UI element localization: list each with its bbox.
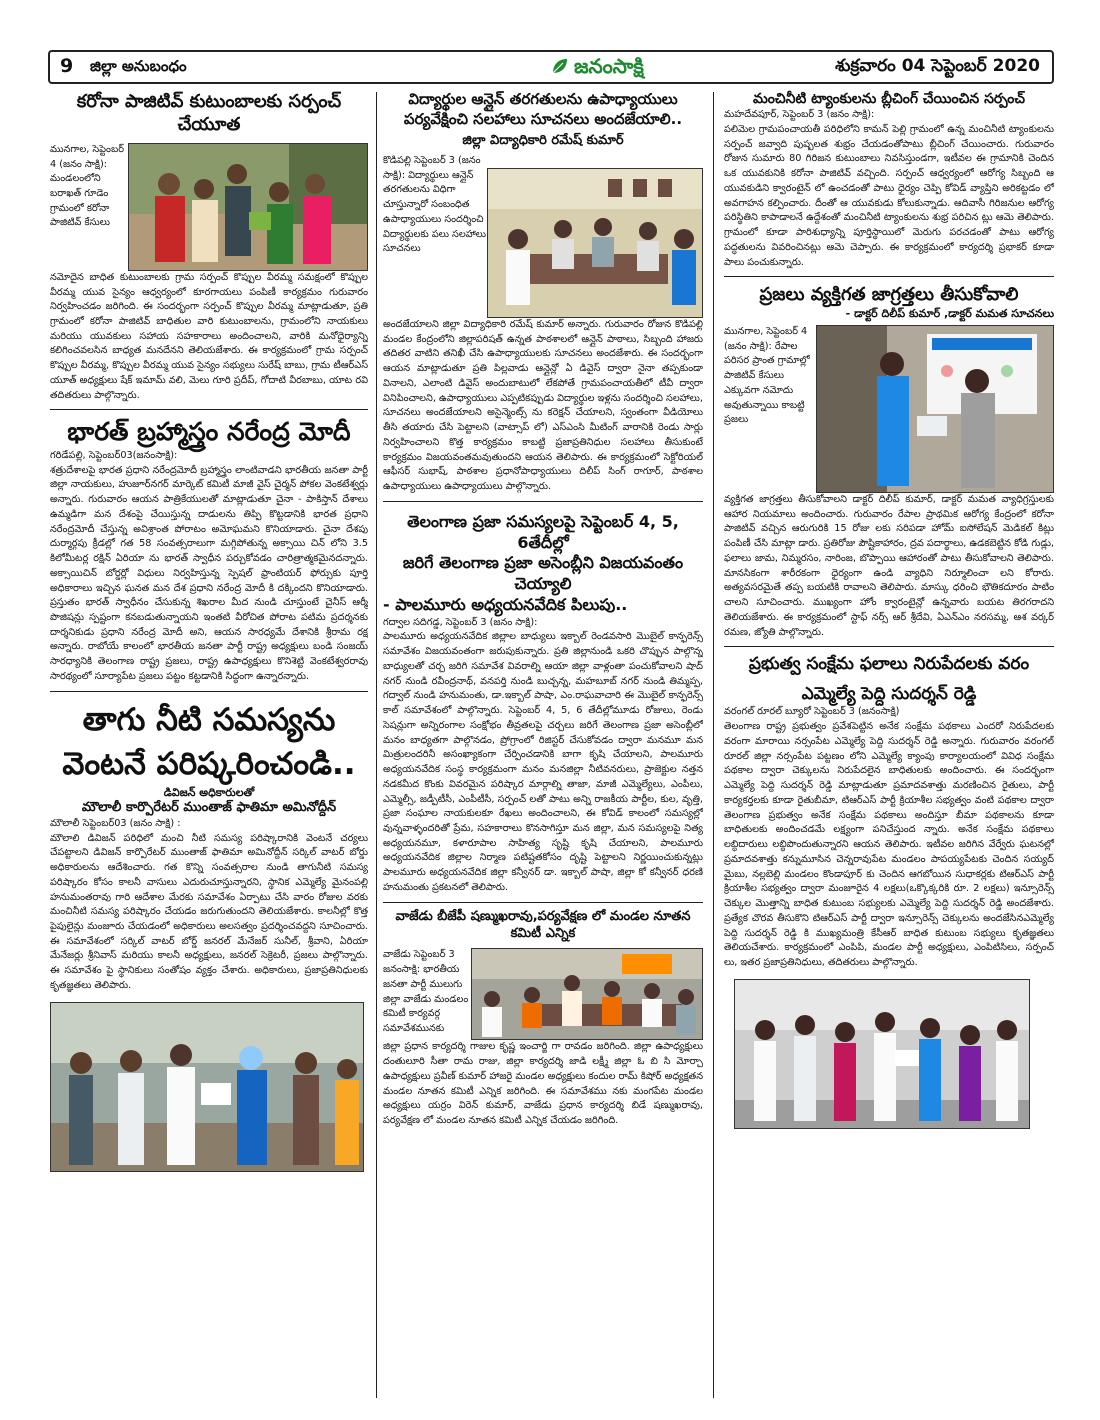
column-3 xyxy=(724,88,1054,1403)
dateline: గద్వాల సదిగడ్డ, సెప్టెంబర్ 3 (జనం సాక్షి): xyxy=(383,616,538,628)
photo-mla-cheque-distribution xyxy=(734,979,1030,1129)
dateline: గరిడేపల్లి, సెప్టెంబర్03(జనంసాక్షి): xyxy=(50,449,178,461)
section-title: జిల్లా అనుబంధం xyxy=(90,57,187,75)
article-personal-precautions xyxy=(724,283,1054,640)
dateline: మునగాల, సెప్టెంబర్ 4 (జనం సాక్షి): మండలంలోని బరాఖత్ గూడెం గ్రామంలో కరోనా పాజిటివ్ కేసులు xyxy=(50,143,124,229)
article-body: వ్యక్తిగత జాగ్రత్తలు తీసుకోవాలని డాక్టర్ దిలీప్ కుమార్, డాక్టర్ మమత వ్యాధిగ్రస్తులకు ఆహార నియమాలు అందించారు. గురువారం రేపాల ప్రాథమిక ఆరోగ్య కేంద్రంలో కరోనా పాజిటివ్ వచ్చిన ఆరుగురికి 15 రోజు లకు సరిపడా హోమ్ ఐసోలేషన్ మెడికల్ కిట్లు పంపిణీ చేసి మాట్లా డారు. ప్రతిరోజు పౌష్టికాహారం, ద్రవ పదార్థాలు, ఉడకబెట్టిన కోడి గుడ్లు, ఫలాలు జామ, నిమ్మరసం, నారింజ, బొప్పాయి ఆహారంతో పాటు తీసుకోవాలని తెలిపారు. మానసికంగా శారీరకంగా ధైర్యంగా ఉండి వ్యాధిని నిర్మూలించా లని కోరారు. అత్యవసరమైతే తప్ప బయటికి రావాలని తెలిపారు. మాస్కు ధరించి భౌతికదూరం పాటిం చాలని సూచించారు. ముఖ్యంగా హోం క్వారంటైన్లో ఉన్నవారు బయట తిరగరాదని తెలియజేశారు. ఈ కార్యక్రమంలో స్టాఫ్ నర్స్ ఆర్ శ్రీదేవి, ఏఎన్ఎం నరసమ్మ, ఆశ వర్కర్ రమణ, జ్యోతి పాల్గొన్నారు. xyxy=(724,493,1054,638)
article-body: తెలంగాణ రాష్ట్ర ప్రభుత్వం ప్రవేశపెట్టిన అనేక సంక్షేమ పథకాలు ఎందరో నిరుపేదలకు వరంగా మారాయి నర్సంపేట ఎమ్మెల్యే పెద్ది సుదర్శన్ రెడ్డి అన్నారు. గురువారం వరంగల్ రూరల్ జిల్లా నర్సంపేట పట్టణం లోని ఎమ్మెల్యే క్యాంపు కార్యాలయంలో వివిధ సంక్షేమ పథకాల ద్వారా చెక్కులను నిరుపేదలైన బాధితులకు అందించారు. ఈ సందర్భంగా ఎమ్మెల్యే పెద్ది సుదర్శన్ రెడ్డి మాట్లాడుతూ ప్రమాదవశాత్తు మరణించిన రైతులు, పార్టీ కార్యకర్తలకు కూడా రైతుబీమా, టిఆర్ఎస్ పార్టీ క్రియాశీల సభ్యత్వం వంటి పథకాల ద్వారా తెలంగాణ ప్రభుత్వం అనేక సంక్షేమ పథకాలు అందిస్తూ బీమా పథకాలను కూడా బాధితులకు అందించడమే లక్ష్యంగా పనిచేస్తుంద న్నారు. అనేక సంక్షేమ పథకాలు లబ్ధిదారులు లబ్ధిపొందుతున్నారని ఆయన తెలిపారు. ఇటీవల జరిగిన వేర్వేరు ఘటనల్లో ప్రమాదవశాత్తు కన్నుమూసిన చెన్నరావుపేట మండలం పాపయ్యపేటకు చెందిన సయ్యద్ మైబు, నల్లబెల్లి మండలం కొండాపూర్ కు చెందిన ఆగబోయిన సుధాకర్లకు టిఆర్ఎస్ పార్టీ క్రియాశీల సభ్యత్వం ద్వారా మంజూరైన 4 లక్షలు(ఒక్కొక్కరికి రూ. 2 లక్షలు) ఇన్సూరెన్స్ చెక్కుల మొత్తాన్ని బాధిత కుటుంబ సభ్యులకు ఎమ్మెల్యే పెద్ది సుదర్శన్ రెడ్డి అందజేశారు. ప్రత్యేక చొరవ తీసుకొని టిఆర్ఎస్ పార్టీ ద్వారా ఇన్సూరెన్స్ చెక్కులను అందజేసినఎమ్మెల్యే పెద్ది సుదర్శన్ రెడ్డి కి ముఖ్యమంత్రి కేసీఆర్ బాధిత కుటుంబ సభ్యులు కృతజ్ఞతలు తెలియచేశారు. కార్యక్రమంలో ఎంపిపి, మండల పార్టీ అధ్యక్షులు, ఎంపిటిసిలు, సర్పంచ్ లు, ఇతర ప్రజాప్రతినిధులు, తదితరులు పాల్గొన్నారు. xyxy=(724,721,1054,968)
photo-bjp-meeting xyxy=(471,948,703,1040)
headline-line-2: వెంటనే పరిష్కరించండి.. xyxy=(62,745,356,782)
dateline: వరంగల్ రూరల్ బ్యూరో సెప్టెంబర్ 3 (జనంసాక్షి) xyxy=(724,706,900,718)
subheadline: జిల్లా విద్యాధికారి రమేష్ కుమార్ xyxy=(462,133,624,148)
article-body: పాలమూరు అధ్యయనవేదిక జిల్లాల బాధ్యులు ఇక్బాల్ రెండవసారి మొబైల్ కాన్ఫరెన్స్ సమావేశం విజయవంతంగా జరుపుకున్నారు. ప్రతి జిల్లానుండి ఒకరి చొప్పున పాల్గొన్న బాధ్యులతో చర్చ జరిగి సమావేశ వివరాల్ని ఆయా జిల్లా వాళ్లంతా పంచుకోవాలని షాద్ నగర్ నుండి రవీంద్రనాథ్, వనపర్తి నుండి బుచ్చన్న, మహబూబ్ నగర్ నుండి తిమ్మప్ప, గద్వాల్ నుండి హనుమంతు, డా.ఇక్బాల్ పాషా, ఎం.రాఘవాచారి ఈ మొబైల్ కాన్ఫరెన్స్ కాల్ సమావేశంలో పాల్గొన్నారు. సెప్టెంబర్ 4, 5, 6 తేదీల్లోమూడు రోజులు, రెండు సెషన్లుగా అన్నిరంగాల సంక్షోభం తీవ్రతలపై చర్చలు జరిగే తెలంగాణ ప్రజా అసెంబ్లీలో మనం బాధ్యతగా పాల్గొనడం, ప్రోగ్రాంలో రిజిస్టర్ చేసుకోవడం ద్వారా మనమూ మన మిత్రులందరినీ అసంఖ్యాకంగా చేర్పించడానికి బాగా కృషి చేయాలని, పాలమూరు అధ్యయనవేదిక సంస్థ కార్యక్రమంగా మనం మనజిల్లా నీటివనరులు, ప్రాజెక్టుల నత్తన నడకమీద కొంకు వివరమైన పరిష్కార మార్గాల్ని తాజా, మాజీ ఎమ్మెల్యేలు, ఎంపీలు, ఎమ్మెల్సీ, జడ్పీటీసీ, ఎంపీటీసీ, సర్పంచ్ లతో పాటు అన్ని రాజకీయ పార్టీల, కుల, వృత్తి, ప్రజా సంఘాల నాయకులకూ రేఖలు అందించాలని, ఈ కోవిడ్ కాలంలో సమస్యల్లో వున్నవాళ్ళందరితో ప్రేమ, సహకారాలు కొనసాగిస్తూ మన జిల్లా, మన సమస్యలపై నిత్య అధ్యయనమూ, కళారూపాల సాహిత్య సృష్టి కృషి చేయాలని, పాలమూరు అధ్యయనవేదిక జిల్లాల నిర్మాణ పటిష్టతకోసం దృష్టి పెట్టాలని నిర్ణయించుకున్నట్లు పాలమూరు అధ్యయనవేదిక జిల్లా కన్వీనర్ డా. ఇక్బాల్ పాషా, జిల్లా కో కన్వీనర్ ధరణి హనుమంతు ప్రకటనలో తెలిపారు. xyxy=(383,631,703,893)
headline-line-2: జరిగే తెలంగాణ ప్రజా అసెంబ్లీని విజయవంతం చెయ్యాలి xyxy=(402,553,684,594)
dateline: మౌలాలీ సెప్టెంబర్03 (జనం సాక్షి) : xyxy=(50,817,181,829)
column-divider xyxy=(376,92,377,1398)
column-2 xyxy=(383,88,703,1403)
article-drinking-water xyxy=(50,698,368,1172)
subheadline: ఎమ్మెల్యే పెద్ది సుదర్శన్ రెడ్డి xyxy=(801,684,977,705)
photo-vegetable-distribution xyxy=(128,143,368,271)
masthead-logo[interactable] xyxy=(550,54,644,83)
divider xyxy=(50,691,368,692)
dateline: మునగాల, సెప్టెంబర్ 4 (జనం సాక్షి): రేపాల పరిసర ప్రాంత గ్రామాల్లో పాజిటివ్ కేసులు ఎక్కువగా నమోదు అవుతున్నాయి కాబట్టి ప్రజలు xyxy=(724,325,810,426)
article-sarpanch-support xyxy=(50,90,368,403)
article-online-classes xyxy=(383,90,703,495)
issue-date: శుక్రవారం 04 సెప్టెంబర్ 2020 xyxy=(835,56,1040,76)
dateline: మహదేవపూర్, సెప్టెంబర్ 3 (జనం సాక్షి): xyxy=(724,109,875,121)
article-welfare-schemes xyxy=(724,653,1054,1128)
article-body: జిల్లా ప్రధాన కార్యదర్శి గాజుల కృష్ణ ఇంచార్జి గా రావడం జరిగింది. జిల్లా ఉపాధ్యక్షులు దంతులూరి సీతా రామ రాజు, జిల్లా కార్యదర్శి జాడి లక్ష్మీ జిల్లా ఓ బి సి మోర్చా ఉపాధ్యక్షులు ప్రవీణ్ కుమార్ హాజరై మండల అధ్యక్షులు కందుల రామ్ కిషోర్ అధ్యక్షతన మండల నూతన కమిటీ ఎన్నిక జరిగింది. ఈ సమావేశము నకు మంగపేట మండల అధ్యక్షులు యర్రం విరెన్ కుమార్, వాజేడు ప్రధాన కార్యదర్శి బిడే షణ్ముఖరావు, పర్యవేక్షణ లో మండల నూతన కమిటీ ఎన్నిక చేయడం జరిగింది. xyxy=(383,1041,703,1127)
article-vajedu-committee xyxy=(383,909,703,1129)
article-bharat-brahmastram xyxy=(50,416,368,684)
column-1 xyxy=(50,88,368,1403)
article-body: మౌలాలి డివిజన్ పరిధిలో మంచి నీటి సమస్య పరిష్కారానికి వెంటనే చర్యలు చేపట్టాలని డివిజన్ కార్పొరేటర్ ముంతాజ్ ఫాతిమా అమినోద్దీన్ సర్కిల్ వాటర్ బోర్డు అధికారులను ఆదేశించారు. గత కొన్ని సంవత్సరాల నుండి తాగునీటి సమస్య పరిష్కారం కోసం కాలనీ వాసులు ఎదురుచూస్తున్నారని, స్థానిక ఎమ్మెల్యే మైనంపల్లి హనుమంతరావు గారి ఆదేశాల మేరకు సమావేశం ఏర్పాటు చేసి వారం రోజుల వరకు మంచినీటి సమస్య పరిష్కారం చేయడం జరుగుతుందని తెలియజేశారు. కాలనీల్లో కొత్త పైపులైన్లు మంజూరు చేయడంలో అధికారులు అలసత్వం ప్రదర్శించవద్దని సూచించారు. ఈ సమావేశంలో సర్కిల్ వాటర్ బోర్డ్ జనరల్ మేనేజర్ సునీల్, శ్రీవాని, ఏరియా మేనేజర్లు శ్రీనివాస్ మరియు కాలనీ అధ్యక్షులు, జనరల్ సెక్రెటరీ, ప్రజలు పాల్గొన్నారు. ఈ సమావేశం పై స్థానికులు సంతోషం వ్యక్తం చేశారు. అధికారులు, ప్రజాప్రతినిధులకు కృతజ్ఞతలు తెలిపారు. xyxy=(50,832,368,991)
dateline: కొడిపల్లి సెప్టెంబర్ 3 (జనం సాక్షి): విద్యార్థులు ఆన్లైన్ తరగతులను విధిగా చూస్తున్నారో సంబంధిత ఉపాధ్యాయులు సందర్శించి విద్యార్థులకు పలు సలహాలు సూచనలు xyxy=(383,154,486,255)
headline: భారత్ బ్రహ్మాస్త్రం నరేంద్ర మోదీ xyxy=(67,417,351,447)
article-body: నమోదైన బాధిత కుటుంబాలకు గ్రామ సర్పంచ్ కొప్పుల వీరమ్మ సమక్షంలో కొప్పుల వీరమ్మ యువ సైన్యం ఆధ్వర్యంలో కూరగాయలు పంపిణీ కార్యక్రమం గురువారం నిర్వహించడం జరిగింది. ఈ సందర్భంగా సర్పంచ్ కొప్పుల వీరమ్మ మాట్లాడుతూ, ప్రతి గ్రామంలో కరోనా పాజిటివ్ బాధితుల వారి కుటుంబాలను, గ్రామంలోని నాయకులు మరియు యువకులు సహాయ సహకారాలు అందించాలని, వారికి మనోధైర్యాన్ని కలిగించవలసిన బాధ్యత మనదేనని తెలియజేశారు. ఈ కార్యక్రమంలో గ్రామ సర్పంచ్ కొప్పుల వీరమ్మ, కొప్పుల వీరమ్మ యువ సైన్యం సభ్యులు సురేష్ బాబు, గ్రామ టీఆర్ఎస్ యూత్ అధ్యక్షులు షేక్ ఇమామ్ వలి, మెలు గూరి ప్రదీప్, గోదాటి వీరబాబు, యాట రవి తదితరులు పాల్గొన్నారు. xyxy=(50,271,368,401)
masthead-logo-text: జనంసాక్షి xyxy=(574,54,644,78)
headline: ప్రభుత్వ సంక్షేమ ఫలాలు నిరుపేదలకు వరం xyxy=(748,654,1030,675)
divider xyxy=(383,902,703,903)
article-body: పలిమెల గ్రామపంచాయతీ పరిధిలోని కామన్ పెల్లి గ్రామంలో ఉన్న మంచినీటి ట్యాంకులను సర్పంచ్ జవ్వాది పుష్పలత శుభ్రం చేయడంతోపాటు బ్లీచింగ్ చేయించారు. గురువారం రోజున సుమారు 80 గిరిజన కుటుంబాలు నివసిస్తుండగా, ఇటీవల ఈ గ్రామానికి చెందిన ఒక యువకునికి కరోనా పాజిటివ్ వచ్చింది. సర్పంచ్ ఆధ్వర్యంలో ఆరోగ్య సిబ్బంది ఆ యువకుడిని క్వారంటైన్ లో ఉంచడంతో పాటు ధైర్యం చెప్పి కోవిడ్ వ్యాప్తిని అరికట్టడం లో అవగాహన కల్పించారు. దీంతో ఆ యువకుడు కోలుకున్నాడు. ఆదివాసీ గిరిజనుల ఆరోగ్య పరిస్థితిని కాపాడాలనే ఉద్దేశంతో మంచినీటి ట్యాంకులను శుభ్ర పరిచిన ట్లు ఆమె తెలిపారు. గ్రామంలో కూడా పారిశుధ్యాన్ని పూర్తిస్థాయిలో మెరుగు పరచడంతో పాటు ఆరోగ్య పద్ధతులను వివరించినట్లు ఆమె చెప్పారు. ఈ కార్యక్రమంలో కార్యదర్శి ప్రభాకర్ కూడా పాలు పంచుకున్నారు. xyxy=(724,123,1054,268)
photo-medical-kit-distribution xyxy=(816,325,1054,493)
headline: మంచినీటి ట్యాంకులను బ్లీచింగ్ చేయించిన సర్పంచ్ xyxy=(752,91,1026,107)
subheadline: - పాలమూరు అధ్యయనవేదిక పిలుపు.. xyxy=(383,594,628,614)
column-divider xyxy=(713,92,714,1398)
headline-line-1: విద్యార్థుల ఆన్లైన్ తరగతులను ఉపాధ్యాయులు xyxy=(408,90,678,108)
photo-school-inspection xyxy=(487,168,703,318)
photo-corporator-meeting xyxy=(50,1002,364,1172)
article-body: అందజేయాలని జిల్లా విద్యాధికారి రమేష్ కుమార్ అన్నారు. గురువారం రోజున కొడిపల్లి మండల కేంద్రంలోని జిల్లాపరిషత్ ఉన్నత పాఠశాలలో ఆన్లైన్ పాఠాలు, సిబ్బంది హాజరు తదితర వాటిని తనిఖీ చేసి ఉపాధ్యాయులకు సూచనలు అందజేశారు. ఈ సందర్భంగా ఆయన మాట్లాడుతూ ప్రతి పిల్లవాడు ఆన్లైన్లో ఏ డివైస్ ద్వారా నైనా తప్పకుండా వినాలని, ఎలాంటి డివైస్ అందుబాటులో లేకపోతే గ్రామపంచాయతీలో టీవీ ద్వారా వినిపించాలని, ఉపాధ్యాయులు ఎప్పటికప్పుడు విద్యార్థుల ఇళ్లను సందర్శించి సలహాలు, సూచనలు అందజేయాలని అసైన్మెంట్స్ ను కరెక్షన్ చేయాలని, స్వంతంగా వీడియోలు తీసి తయారు చేసి పెట్టాలని (వాట్సాప్ లో) ఎస్ఎంసి మీటింగ్ వారానికి రెండు సార్లు నిర్వహించాలని కొత్త కార్యక్రమం కాబట్టి ప్రజాప్రతినిధుల సలహాలు తీసుకుంటే కార్యక్రమం విజయవంతమవుతుందని ఆయన తెలిపారు. ఈ కార్యక్రమంలో సెక్టోరియల్ ఆఫీసర్ సుభాష్, పాఠశాల ప్రధానోపాధ్యాయులు దిలీప్ సింగ్ రాగూర్, పాఠశాల ఉపాధ్యాయులు ఉపాధ్యాయులు పాల్గొన్నారు. xyxy=(383,318,703,492)
headline-line-2: పర్యవేక్షించి సలహాలు సూచనలు అందజేయాలి.. xyxy=(403,109,683,128)
green-leaf-icon xyxy=(550,56,570,76)
page-header xyxy=(48,50,1054,84)
subheadline: - డాక్టర్ దిలీప్ కుమార్ ,డాక్టర్ మమత సూచనలు xyxy=(845,306,1054,320)
divider xyxy=(383,501,703,502)
headline: ప్రజలు వ్యక్తిగత జాగ్రత్తలు తీసుకోవాలి xyxy=(759,284,1019,306)
dateline: వాజేడు సెప్టెంబర్ 3 జనంసాక్షి: భారతీయ జనతా పార్టీ ములుగు జిల్లా వాజేడు మండలం కమిటీ కార్యవర్గ సమావేశమునకు xyxy=(383,949,469,1035)
headline: వాజేడు బీజేపీ షణ్ముఖరావు,పర్యవేక్షణ లో మండల నూతన కమిటీ ఎన్నిక xyxy=(395,908,691,941)
headline-line-1: తెలంగాణ ప్రజా సమస్యలపై సెప్టెంబర్ 4, 5, 6తేదీల్లో xyxy=(407,511,679,552)
page-number: 9 xyxy=(60,55,74,77)
divider xyxy=(50,409,368,410)
subheadline: మౌలాలీ కార్పొరేటర్ ముంతాజ్ ఫాతిమా అమినోద్దీన్ xyxy=(81,799,337,815)
headline-line-1: తాగు నీటి సమస్యను xyxy=(82,701,336,738)
article-praja-assembly xyxy=(383,512,703,896)
divider xyxy=(724,276,1054,277)
kicker: డివిజన్ అధికారులతో xyxy=(163,785,255,799)
article-water-tank-bleaching xyxy=(724,90,1054,270)
divider xyxy=(724,646,1054,647)
headline: కరోనా పాజిటివ్ కుటుంబాలకు సర్పంచ్ చేయూత xyxy=(76,91,342,136)
article-body: శత్రుదేశాలపై భారత ప్రధాని నరేంద్రమోదీ బ్రహ్మాస్త్రం లాంటివాడని భారతీయ జనతా పార్టీ జిల్లా నాయకులు, హుజూర్‌నగర్ మార్కెట్ కమిటీ మాజీ వైస్ చైర్మన్ పోకల వెంకటేశ్వర్లు అన్నారు. గురువారం ఆయన పాత్రికేయులతో మాట్లాడుతూ చైనా - పాకిస్తాన్ దేశాలు ఉమ్మడిగా మన దేశంపై చేయిస్తున్న దాడులను తిప్పి కొట్టడానికి భారత ప్రధాని నరేంద్రమోదీ చేస్తున్న అవిశ్రాంత పోరాటం అమోఘమని కొనియాడారు. చైనా దేశపు దుర్మార్గపు క్రీడల్లో గత 58 సంవత్సరాలుగా మగ్గిపోతున్న అక్సాయి చిన్ లోని 3.5 కిలోమీటర్ల రక్షిన్ ఏరియా ను భారత్ స్వాధీన పర్చుకోవడం చారిత్రాత్మకమైనదన్నారు. అక్సాయిచిన్ బోర్డర్లో విధులు నిర్వహిస్తున్న స్పెషల్ ఫ్రాంటియర్ ఫోర్సుకు పూర్తి అధికారాలు ఇచ్చిన ఘనత మన దేశ ప్రధాని నరేంద్ర మోదీ కి దక్కిందని కొనియాడారు. ప్రస్తుతం భారత్ స్వాధీనం చేసుకున్న శిఖరాల మీద నుండి చూస్తుంటే చైనీస్ ఆర్మీ పొజిషన్లు స్పష్టంగా కనబడుతున్నాయని ఇంతటి వీరోచిత పోరాట పటిమ ప్రదర్శనకు దార్శనికుడు ప్రధాని నరేంద్ర మోదీ అని, ఆయన సారధ్యమే దేశానికి శ్రీరామ రక్ష అన్నారు. రాబోయే కాలంలో భారతీయ జనతా పార్టీ రాష్ట్ర అధ్యక్షులు బండి సంజయ్ సారధ్యానికి తెలంగాణ రాష్ట్ర ప్రజలు, రాష్ట్ర ఉపాధ్యక్షులు కొనిశెట్టి వెంకటేశ్వరరావు సారథ్యంలో సూర్యాపేట ప్రజలు పట్టం కట్టడానికి సిద్ధంగా ఉన్నారన్నారు. xyxy=(50,464,368,682)
